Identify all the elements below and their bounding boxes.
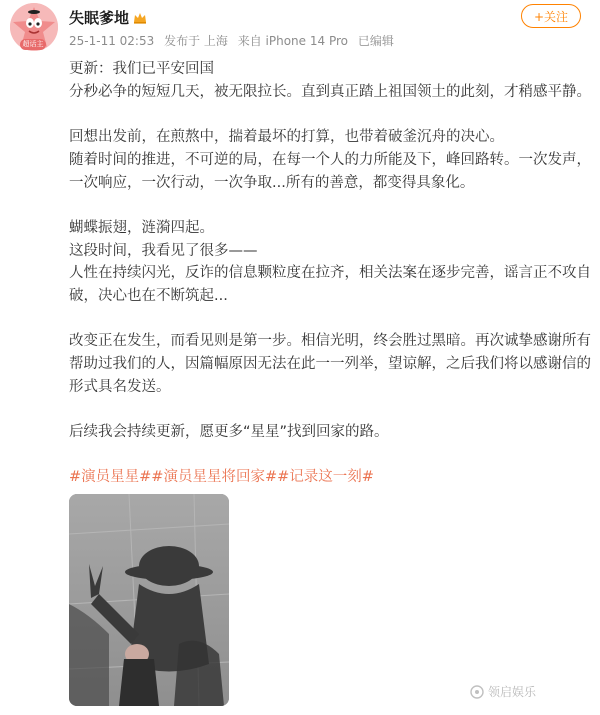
- post-line: 形式具名发送。: [69, 378, 171, 395]
- watermark-logo-icon: [470, 685, 484, 699]
- post-device: 来自 iPhone 14 Pro: [237, 34, 348, 48]
- crown-icon: [133, 12, 147, 24]
- paragraph-gap: [69, 399, 589, 422]
- post-content: [69, 58, 589, 444]
- avatar-badge: 超话主: [20, 39, 46, 50]
- post-line: 回想出发前，在煎熬中，揣着最坏的打算，也带着破釜沉舟的决心。: [69, 129, 504, 146]
- post-header: [0, 0, 600, 60]
- username-text[interactable]: 失眠爹地: [69, 9, 130, 27]
- post-location: 发布于 上海: [164, 34, 228, 48]
- post-line: 人性在持续闪光，反诈的信息颗粒度在拉齐，相关法案在逐步完善，谣言正不攻自: [69, 265, 591, 282]
- watermark: [470, 683, 536, 700]
- paragraph-gap: [69, 103, 589, 126]
- username[interactable]: [69, 7, 147, 28]
- post-photo[interactable]: [69, 494, 229, 706]
- watermark-text: 领启娱乐: [488, 685, 537, 699]
- post-line: 改变正在发生，而看见则是第一步。相信光明，终会胜过黑暗。再次诚挚感谢所有: [69, 333, 591, 350]
- post-line: 帮助过我们的人，因篇幅原因无法在此一一列举，望谅解，之后我们将以感谢信的: [69, 356, 591, 373]
- post-line: 蝴蝶振翅，涟漪四起。: [69, 219, 214, 236]
- post-line: 更新：我们已平安回国: [69, 61, 214, 77]
- post-line: 一次响应，一次行动，一次争取...所有的善意，都变得具象化。: [69, 174, 475, 191]
- paragraph-gap: [69, 308, 589, 331]
- follow-button[interactable]: +关注: [521, 4, 581, 28]
- shadow-selfie-photo-icon: [69, 494, 229, 706]
- post-line: 破，决心也在不断筑起...: [69, 288, 228, 304]
- paragraph-gap: [69, 194, 589, 217]
- post-time[interactable]: 25-1-11 02:53: [69, 34, 155, 48]
- post-line: 这段时间，我看见了很多——: [69, 242, 258, 259]
- edited-label[interactable]: 已编辑: [357, 34, 394, 48]
- post-meta: [69, 32, 400, 49]
- hashtag-links[interactable]: #演员星星##演员星星将回家##记录这一刻#: [69, 469, 374, 485]
- post-line: 后续我会持续更新，愿更多“星星”找到回家的路。: [69, 424, 389, 441]
- post-line: 随着时间的推进，不可逆的局，在每一个人的力所能及下，峰回路转。一次发声，: [69, 151, 591, 168]
- post-line: 分秒必争的短短几天，被无限拉长。直到真正踏上祖国领土的此刻，才稍感平静。: [69, 83, 591, 100]
